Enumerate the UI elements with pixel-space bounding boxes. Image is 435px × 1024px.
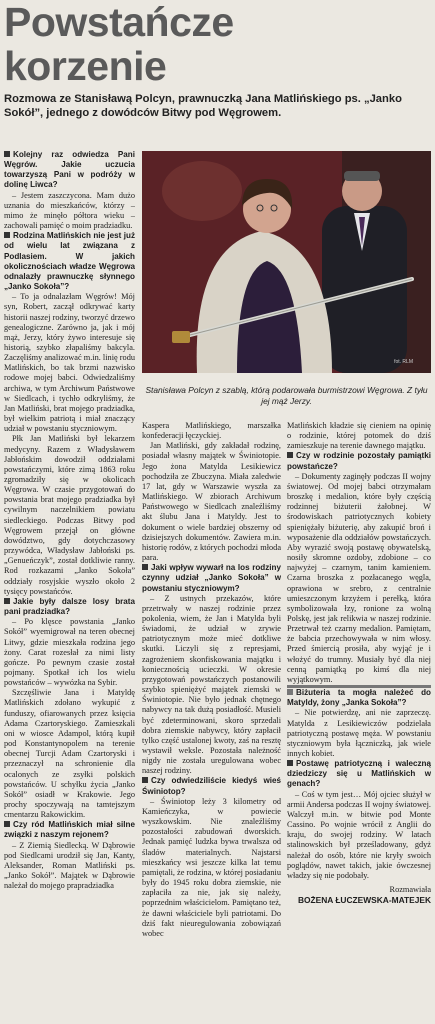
question-text: Jaki wpływ wywarł na los rodziny czynny udział „Janko Sokoła” w powstaniu styczniowym? [142, 563, 281, 593]
question-square-icon [142, 777, 148, 783]
answer-paragraph: – Dokumenty zaginęły podczas II wojny światowej. Od mojej babci otrzymałam broszkę i medalion, które były częścią rodzinnej biżuterii żałobnej. W środowiskach patriotycznych kobiety spieniężały biżuterię, aby zakupić broń i wyposażenie dla oddziałów powstańczych. Aby wyrazić swoją postawę obywatelską, nosiły skromne ozdoby, zdobione – co najwyżej – czarnym, tanim kamieniem. Czarna broszka z pozłacanego węgla, oprawiona w srebro, z centralnie umieszczonym krzyżem i perełką, która symbolizowała łzy, ronione za wolną Polskę, jest jak relikwia w naszej rodzinie. Przetrwał też czarny medalion. Pamiętam, że babcia przechowywała w nim włosy. Przed śmiercią prosiła, aby wyjąć je i włożyć do trumny. Musiały być dla niej cenną pamiątką po kimś dla niej wyjątkowym. [287, 471, 431, 684]
question-text: Postawę patriotyczną i waleczną dziedziczy się u Matlińskich w genach? [287, 759, 431, 789]
continued-paragraph: Matlińskich kładzie się cieniem na opinię o rodzinie, której potomek do dziś zamieszkuje na terenie dawnego majątku. [287, 421, 431, 451]
question-square-icon [4, 598, 10, 604]
answer-paragraph: – To ja odnalazłam Węgrów! Mój syn, Robert, zaczął odkrywać karty historii naszej rodziny, tworzyć drzewo genealogiczne. Zarówno ja, jak i mój mąż, Jerzy, który żywo interesuje się historią, szybko złapaliśmy bakcyla. Zaczęliśmy analizować m.in. linię rodu Matlińskich, bo tak brzmi nazwisko rodowe mojej babci. Odwiedzaliśmy archiwa, w tym Archiwum Państwowe w Siedlcach, i tychło odkryliśmy, że Jan Matliński, brat mojego pradziadka, był wielkim patriotą i miał znaczący udział w powstaniu styczniowym. [4, 292, 135, 434]
interview-question [142, 776, 281, 796]
article-title [4, 0, 432, 88]
answer-paragraph: – Z Ziemią Siedlecką. W Dąbrowie pod Siedlcami urodził się Jan, Kanty, Aleksander, Roman Matliński ps. „Janko Sokół”. Majątek w Dąbrowie należał do mojego prapradziadka [4, 840, 135, 891]
question-square-icon [142, 564, 148, 570]
question-text: Jakie były dalsze losy brata pani pradziadka? [4, 596, 135, 617]
interview-question [4, 820, 135, 840]
question-text: Czy ród Matlińskich miał silne związki z naszym rejonem? [4, 820, 135, 840]
interview-question [287, 685, 431, 708]
text-column-2 [142, 421, 281, 1022]
photo-illustration [142, 151, 431, 373]
answer-paragraph: – Świniotop leży 3 kilometry od Kamieńczyka, w powiecie wyszkowskim. Nie znaleźliśmy pozostałości zabudowań dworskich. Jednak pamięć ludzka bywa trwalsza od śladów materialnych. Najstarsi mieszkańcy wsi jeszcze kilka lat temu pamiętali, że rodzina, w której posiadaniu były do 1945 roku dobra ziemskie, nie zapłaciła za nie, jak się należy, poprzednim właścicielom. Pamiętano też, że dawni właściciele byli patriotami. Do dziś fakt nieuregulowania zobowiązań wobec [142, 796, 281, 938]
question-square-icon [287, 452, 293, 458]
article-photo [142, 151, 431, 373]
interviewer-label: Rozmawiała [389, 885, 431, 895]
title-line-1: Powstańcze [4, 0, 234, 45]
answer-paragraph: – Nie potwierdzę, ani nie zaprzeczę. Matylda z Lesikiewiczów podzielała patriotyczną postawę męża. W powstaniu styczniowym była łączniczką, jak wiele innych kobiet. [287, 708, 431, 758]
interview-question [287, 759, 431, 789]
question-text: Kolejny raz odwiedza Pani Węgrów. Jakie uczucia towarzyszą Pani w podróży w dolinę Liwca? [4, 150, 135, 190]
question-text: Czy w rodzinie pozostały pamiątki powstańcze? [287, 451, 431, 471]
answer-paragraph: Szczęśliwie Jana i Matyldę Matlińskich zdołano wykupić z funduszy, ofiarowanych przez księcia Adama Czartoryskiego. Zamieszkali oni w wiosce Adampol, którą kupił pod Konstantynopolem na terenie obecnej Turcji Adam Czartoryski i przeznaczył na schronienie dla ocalonych ze zsyłki polskich powstańców. U schyłku życia „Janko Sokół” osiadł w Krakowie. Jego prochy spoczywają na tamtejszym cmentarzu Rakowickim. [4, 688, 135, 820]
answer-paragraph: – Coś w tym jest… Mój ojciec służył w armii Andersa podczas II wojny światowej. Walczył m.in. w bitwie pod Monte Cassino. Po wojnie wrócił z Anglii do kraju, do swojej rodziny. W latach stalinowskich był prześladowany, gdyż należał do osób, które nie kryły swoich poglądów, nawet takich, jakie ówczesnej władzy się nie podobały. [287, 789, 431, 880]
interview-question [142, 563, 281, 593]
answer-paragraph: – Z ustnych przekazów, które przetrwały w naszej rodzinie przez pokolenia, wiem, że Jan i Matylda byli świadomi, że udział w zrywie patriotycznym może mieć dotkliwe skutki. Liczyli się z represjami, zagrożeniem skonfiskowania majątku i koniecznością ucieczki. W okresie przygotowań powstańczych postanowili szybko spieniężyć majątek ziemski w Świniotopie. Nie było jednak chętnego nabywcy na tak dużą posiadłość. Musieli być zdeterminowani, skoro sprzedali dobra ziemskie nabywcy, który zapłacił tylko część ustalonej kwoty, zaś na resztę wystawił weksle. Pozostała należność nigdy nie została uregulowana wobec naszej rodziny. [142, 593, 281, 776]
photo-caption: Stanisława Polcyn z szablą, którą podarowała burmistrzowi Węgrowa. Z tyłu jej mąż Jerzy. [145, 385, 428, 407]
answer-paragraph: Jan Matliński, gdy zakładał rodzinę, posiadał własny majątek w Świniotopie. Jego żona Matylda Lesikiewicz pochodziła ze Zbuczyna. Miała zaledwie 17 lat, gdy w Warszawie wyszła za Matlińskiego. W zbiorach Archiwum Państwowego w Siedlcach znaleźliśmy akt ślubu Jana i Matyldy. Jest to dokument o wiele bardziej obszerny od dzisiejszych dokumentów. Zawiera m.in. historię rodów, z których pochodzi młoda para. [142, 441, 281, 563]
question-square-icon [4, 821, 10, 827]
continued-paragraph: Kaspera Matlińskiego, marszałka konfederacji łęczyckiej. [142, 421, 281, 441]
question-text: Biżuteria ta mogła należeć do Matyldy, żony „Janka Sokoła”? [287, 688, 431, 708]
question-square-icon [4, 151, 10, 157]
title-line-2: korzenie [4, 43, 167, 89]
question-square-icon [287, 689, 293, 695]
interview-question [4, 150, 135, 191]
photo-credit: fot. RLM [394, 359, 413, 365]
interview-question [287, 451, 431, 471]
article-lead: Rozmowa ze Stanisławą Polcyn, prawnuczką Jana Matlińskiego ps. „Janko Sokół”, jednego z dowódców Bitwy pod Węgrowem. [4, 93, 402, 119]
answer-paragraph: – Po klęsce powstania „Janko Sokół” wyemigrował na teren obecnej Litwy, gdzie mieszkała rodzina jego żony. Carat rozesłał za nimi listy gończe. Po pewnym czasie został pojmany. Spotkał ich los wielu powstańców – wywózka na Sybir. [4, 617, 135, 688]
text-column-1 [4, 150, 135, 1022]
text-column-3 [287, 421, 431, 1022]
interview-question [4, 231, 135, 292]
question-square-icon [287, 760, 293, 766]
answer-paragraph: Płk Jan Matliński był lekarzem medycyny. Razem z Władysławem Jabłońskim dowodził oddziałami powstańczymi, które zimą 1863 roku zgromadziły się w okolicach Węgrowa. W czasie przygotowań do powstania brat mojego pradziadka był cywilnym naczelnikiem powiatu siedleckiego. Podczas Bitwy pod Węgrowem przejął on główne dowództwo, gdy dotychczasowy przywódca, Władysław Jabłoński ps. „Genueńczyk”, został dotkliwie ranny. Rod rozkazami „Janko Sokoła” oddziały rosyjskie wyszło około 2 tysięcy powstańców. [4, 434, 135, 596]
question-text: Czy odwiedziliście kiedyś wieś Świniotop? [142, 776, 281, 796]
answer-paragraph: – Jestem zaszczycona. Mam dużo uznania do mieszkańców, którzy – mimo że minęło półtora wieku – zachowali pamięć o moim pradziadku. [4, 190, 135, 231]
interview-question [4, 597, 135, 617]
author-byline: BOŻENA ŁUCZEWSKA-MATEJEK [297, 895, 431, 906]
question-text: Rodzina Matlińskich nie jest już od wielu lat związana z Podlasiem. W jakich okolicznościach władze Węgrowa odnalazły prawnuczkę słynnego „Janko Sokoła”? [4, 231, 135, 292]
question-square-icon [4, 232, 10, 238]
